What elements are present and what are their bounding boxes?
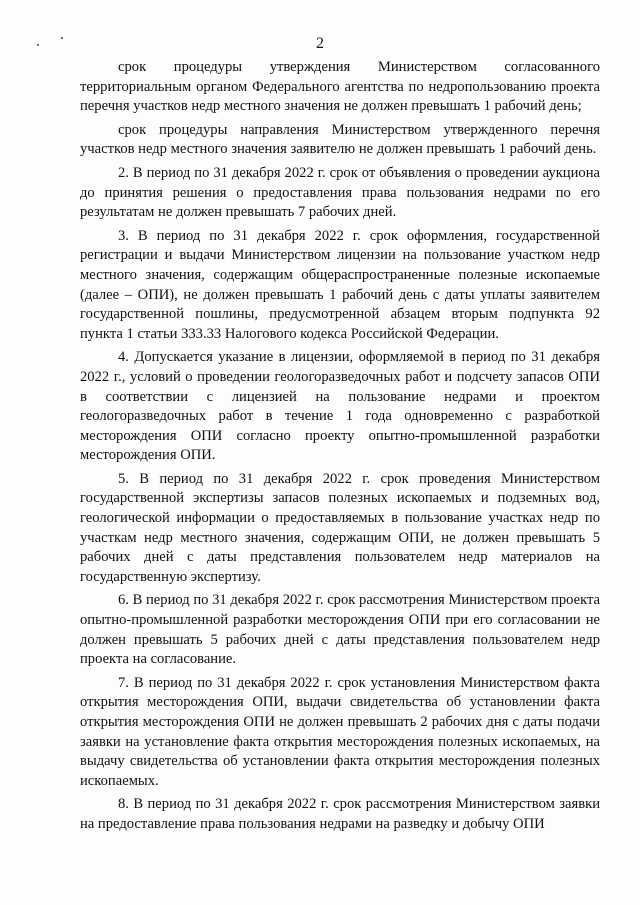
paragraph-item-5: 5. В период по 31 декабря 2022 г. срок проведения Министерством государственной экспертизы запасов полезных ископаемых и подземных вод, геологической информации о предоставляемых в пользование участках недр по участкам недр местного значения, содержащим ОПИ, не должен превышать 5 рабочих дней с даты представления пользователем недр материалов на государственную экспертизу. — [80, 470, 600, 585]
paragraph-approval-term: срок процедуры утверждения Министерством согласованного территориальным органом Федерального агентства по недропользованию проекта перечня участков недр местного значения не должен превышать 1 рабочий день; — [80, 59, 600, 115]
page-number: 2 — [316, 35, 324, 52]
paragraph-item-4: 4. Допускается указание в лицензии, оформляемой в период по 31 декабря 2022 г., условий о проведении геологоразведочных работ и подсчету запасов ОПИ в соответствии с лицензией на пользование недрами и проектом геологоразведочных работ в течение 1 года одновременно с разработкой месторождения ОПИ согласно проекту опытно-промышленной разработки месторождения ОПИ. — [80, 349, 600, 464]
paragraph-item-7: 7. В период по 31 декабря 2022 г. срок установления Министерством факта открытия месторождения ОПИ, выдачи свидетельства об установлении факта открытия месторождения ОПИ не должен превышать 2 рабочих дня с даты подачи заявки на установление факта открытия месторождения полезных ископаемых, на выдачу свидетельства об установлении факта открытия месторождения полезных ископаемых. — [80, 674, 600, 789]
paragraph-sending-term: срок процедуры направления Министерством утвержденного перечня участков недр местного значения заявителю не должен превышать 1 рабочий день. — [80, 121, 600, 158]
paragraph-item-2: 2. В период по 31 декабря 2022 г. срок от объявления о проведении аукциона до принятия решения о предоставления права пользования недрами по его результатам не должен превышать 7 рабочих дней. — [80, 164, 600, 221]
document-body — [80, 58, 600, 839]
paragraph-item-3: 3. В период по 31 декабря 2022 г. срок оформления, государственной регистрации и выдачи Министерством лицензии на пользование участком недр местного значения, содержащим общераспространенные полезные ископаемые (далее – ОПИ), не должен превышать 1 рабочий день с даты уплаты заявителем государственной пошлины, предусмотренной абзацем вторым подпункта 92 пункта 1 статьи 333.33 Налогового кодекса Российской Федерации. — [80, 227, 600, 342]
paragraph-item-6: 6. В период по 31 декабря 2022 г. срок рассмотрения Министерством проекта опытно-промышленной разработки месторождения ОПИ при его согласовании не должен превышать 5 рабочих дней с даты представления пользователем недр проекта на согласование. — [80, 592, 600, 668]
paragraph-item-8: 8. В период по 31 декабря 2022 г. срок рассмотрения Министерством заявки на предоставление права пользования недрами на разведку и добычу ОПИ — [80, 796, 600, 832]
